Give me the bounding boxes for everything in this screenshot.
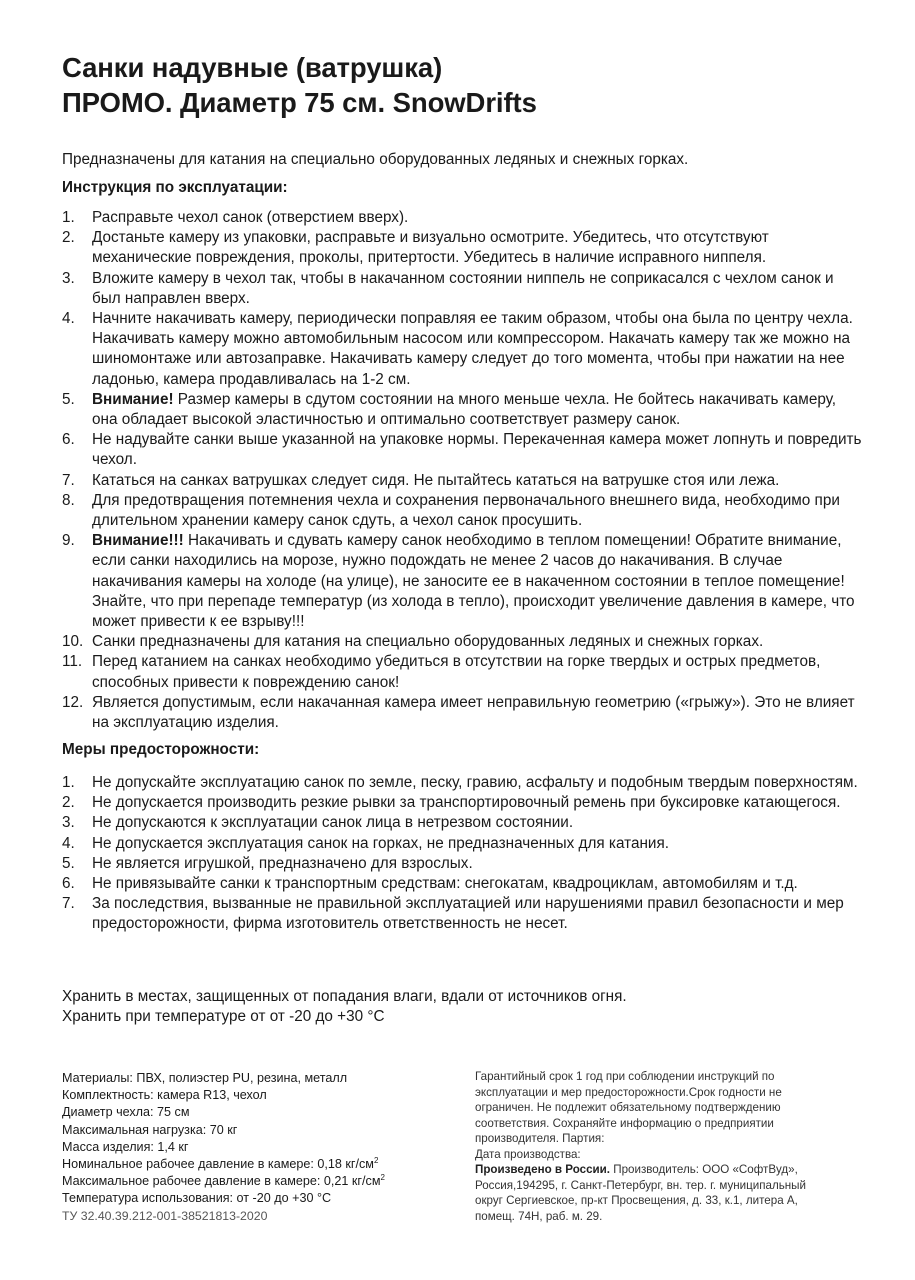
list-item-text <box>92 894 862 934</box>
specifications <box>62 1070 462 1225</box>
made-in-russia: Произведено в России. <box>475 1163 611 1176</box>
document-page <box>62 50 862 1223</box>
superscript-2: 2 <box>380 1173 385 1183</box>
list-item-number: 1. <box>62 209 75 226</box>
list-item-text <box>92 531 862 632</box>
list-item-number: 8. <box>62 491 75 509</box>
list-item <box>62 269 862 309</box>
list-item <box>62 652 862 692</box>
list-item-number: 4. <box>62 310 75 328</box>
spec-max-pressure <box>62 1173 462 1190</box>
list-item <box>62 208 862 228</box>
list-item <box>62 430 862 470</box>
spec-nominal-pressure-text: Номинальное рабочее давление в камере: 0,18 кг/см <box>62 1157 374 1172</box>
list-item-number: 4. <box>62 834 75 852</box>
list-item-body: Санки предназначены для катания на специально оборудованных ледяных и снежных горках. <box>92 633 764 651</box>
spec-diameter: Диаметр чехла: 75 см <box>62 1105 190 1120</box>
warning-label: Внимание!!! <box>92 532 184 550</box>
list-item-number: 2. <box>62 229 75 247</box>
list-item-text <box>92 834 862 854</box>
list-item-body: Не допускается эксплуатация санок на горках, не предназначенных для катания. <box>92 834 669 852</box>
warranty-text: Гарантийный срок 1 год при соблюдении инструкций по эксплуатации и мер предосторожности.Срок годности не ограничен. Не подлежит обязательному подтверждению соответствия. Сохраняйте информацию о предприятии производителя. Партия: <box>475 1070 782 1145</box>
production-date: Дата производства: <box>475 1147 581 1161</box>
list-item <box>62 813 862 833</box>
list-item-body: Перед катанием на санках необходимо убедиться в отсутствии на горке твердых и острых предметов, способных привести к повреждению санок! <box>92 653 821 691</box>
storage-line-1: Хранить в местах, защищенных от попадания влаги, вдали от источников огня. <box>62 988 627 1005</box>
list-item-text <box>92 773 862 793</box>
superscript-2: 2 <box>373 1155 379 1165</box>
spec-tu-code: ТУ 32.40.39.212-001-38521813-2020 <box>62 1208 268 1223</box>
list-item-number: 7. <box>62 895 75 913</box>
list-item-body: Является допустимым, если накачанная камера имеет неправильную геометрию («грыжу»). Это не влияет на эксплуатацию изделия. <box>92 693 855 732</box>
list-item-number: 10. <box>62 633 84 651</box>
list-item-number: 3. <box>62 269 75 287</box>
list-item-number: 6. <box>62 875 75 893</box>
storage-notes <box>62 987 627 1027</box>
title-line-2: ПРОМО. Диаметр 75 см. SnowDrifts <box>62 87 537 118</box>
list-item <box>62 773 862 793</box>
intro-text: Предназначены для катания на специально оборудованных ледяных и снежных горках. <box>62 151 689 168</box>
list-item-body: Не допускайте эксплуатацию санок по земле, песку, гравию, асфальту и подобным твердым поверхностям. <box>92 774 858 791</box>
list-item-number: 7. <box>62 471 75 489</box>
list-item-body: За последствия, вызванные не правильной эксплуатацией или нарушениями правил безопасности и мер предосторожности, фирма изготовитель ответственность не несет. <box>92 895 844 933</box>
list-item <box>62 834 862 854</box>
list-item-body: Для предотвращения потемнения чехла и сохранения первоначального внешнего вида, необходимо при длительном хранении камеру санок сдуть, а чехол санок просушить. <box>92 491 840 530</box>
list-item-body: Достаньте камеру из упаковки, расправьте и визуально осмотрите. Убедитесь, что отсутствуют механические повреждения, проколы, притертости. Убедитесь в наличие исправного ниппеля. <box>92 229 769 267</box>
precautions-list <box>62 773 862 935</box>
list-item-number: 2. <box>62 794 75 812</box>
spec-nominal-pressure <box>62 1156 462 1173</box>
list-item-text <box>92 874 862 894</box>
warning-label: Внимание! <box>92 390 174 408</box>
list-item <box>62 894 862 934</box>
list-item-text <box>92 813 862 833</box>
list-item-number: 12. <box>62 693 84 711</box>
page-title <box>62 50 862 120</box>
list-item <box>62 632 862 652</box>
list-item-body: Не является игрушкой, предназначено для взрослых. <box>92 854 473 872</box>
list-item-body: Начните накачивать камеру, периодически поправляя ее таким образом, чтобы она была по центру чехла. Накачивать камеру можно автомобильным насосом или компрессором. Накачать камеру так же можно на шиномонтаже или автозаправке. Накачивать камеру следует до того момента, чтобы при нажатии на нее ладонью, камера продавливалась на 1-2 см. <box>92 310 853 388</box>
list-item <box>62 228 862 268</box>
instructions-list <box>62 208 862 733</box>
list-item-body: Не допускаются к эксплуатации санок лица в нетрезвом состоянии. <box>92 814 574 832</box>
list-item <box>62 531 862 632</box>
list-item <box>62 793 862 813</box>
list-item-text <box>92 652 862 692</box>
list-item-text <box>92 854 862 874</box>
list-item <box>62 491 862 531</box>
list-item-body: Накачивать и сдувать камеру санок необходимо в теплом помещении! Обратите внимание, если санки находились на морозе, нужно подождать не менее 2 часов до накачивания. В случае накачивания камеры на холоде (на улице), не заносите ее в накаченном состоянии в теплое помещение! Знайте, что при перепаде температур (из холода в тепло), происходит увеличение давления в камере, что может привести к ее взрыву!!! <box>92 532 855 631</box>
list-item-body: Не привязывайте санки к транспортным средствам: снегокатам, квадроциклам, автомобилям и т.д. <box>92 875 798 893</box>
list-item-text <box>92 693 862 733</box>
list-item-body: Не надувайте санки выше указанной на упаковке нормы. Перекаченная камера может лопнуть и повредить чехол. <box>92 431 862 469</box>
list-item-number: 5. <box>62 390 75 408</box>
manufacturer-address: Производитель: ООО «СофтВуд», Россия,194295, г. Санкт-Петербург, вн. тер. г. муниципальный округ Сергиевское, пр-кт Просвещения, д. 33, к.1, литера А, помещ. 74Н, раб. м. 29. <box>475 1163 806 1223</box>
list-item <box>62 471 862 491</box>
list-item-number: 5. <box>62 854 75 872</box>
storage-line-2: Хранить при температуре от от -20 до +30 °С <box>62 1008 385 1025</box>
spec-max-load: Максимальная нагрузка: 70 кг <box>62 1122 238 1137</box>
list-item-body: Расправьте чехол санок (отверстием вверх). <box>92 209 409 226</box>
list-item <box>62 693 862 733</box>
manufacturer-block <box>475 1162 825 1224</box>
list-item-text <box>92 269 862 309</box>
list-item-number: 11. <box>62 653 83 671</box>
list-item-text <box>92 208 862 228</box>
spec-temperature: Температура использования: от -20 до +30 °С <box>62 1191 332 1206</box>
list-item-body: Не допускается производить резкие рывки за транспортировочный ремень при буксировке катающегося. <box>92 794 841 812</box>
manufacturer-info <box>475 1069 825 1224</box>
list-item-text <box>92 491 862 531</box>
list-item-body: Размер камеры в сдутом состоянии на много меньше чехла. Не бойтесь накачивать камеру, она обладает высокой эластичностью и оптимально соответствует размеру санок. <box>92 390 837 429</box>
list-item-number: 1. <box>62 774 75 791</box>
spec-kit: Комплектность: камера R13, чехол <box>62 1088 267 1103</box>
list-item-number: 6. <box>62 431 75 449</box>
list-item-text <box>92 228 862 268</box>
title-line-1: Санки надувные (ватрушка) <box>62 52 443 83</box>
spec-max-pressure-text: Максимальное рабочее давление в камере: 0,21 кг/см <box>62 1174 381 1189</box>
list-item-text <box>92 632 862 652</box>
list-item-number: 9. <box>62 532 75 550</box>
list-item <box>62 390 862 430</box>
list-item <box>62 874 862 894</box>
list-item-text <box>92 390 862 430</box>
spec-mass: Масса изделия: 1,4 кг <box>62 1139 189 1154</box>
list-item-text <box>92 430 862 470</box>
list-item-body: Кататься на санках ватрушках следует сидя. Не пытайтесь кататься на ватрушке стоя или лежа. <box>92 471 780 489</box>
list-item-number: 3. <box>62 814 75 832</box>
precautions-heading: Меры предосторожности: <box>62 741 260 758</box>
list-item-text <box>92 793 862 813</box>
list-item-text <box>92 309 862 390</box>
list-item-text <box>92 471 862 491</box>
instructions-heading: Инструкция по эксплуатации: <box>62 179 288 196</box>
list-item <box>62 309 862 390</box>
spec-materials: Материалы: ПВХ, полиэстер PU, резина, металл <box>62 1071 348 1085</box>
list-item-body: Вложите камеру в чехол так, чтобы в накачанном состоянии ниппель не соприкасался с чехлом санок и был направлен вверх. <box>92 269 834 307</box>
list-item <box>62 854 862 874</box>
